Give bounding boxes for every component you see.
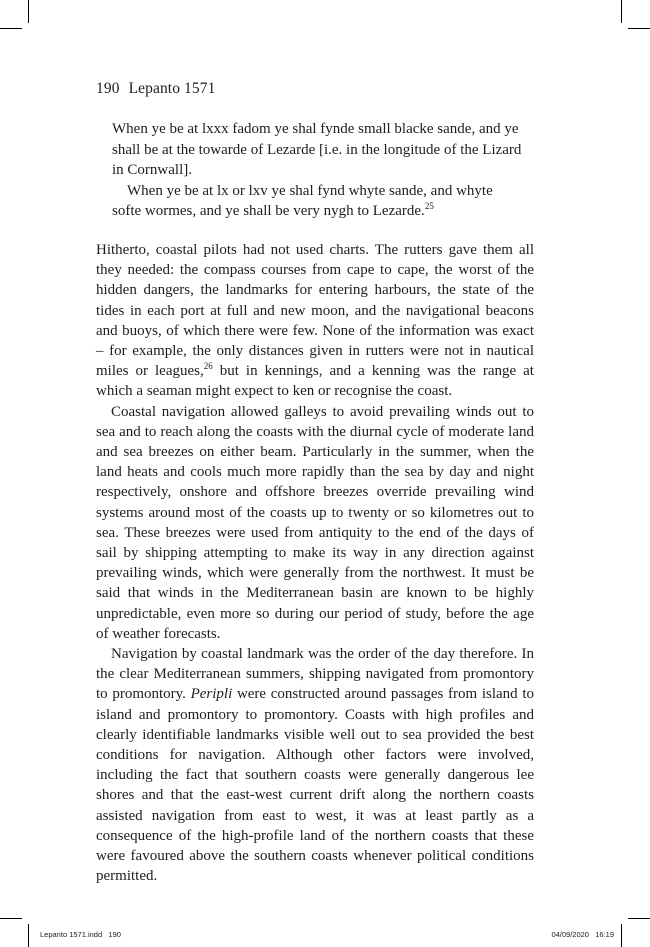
crop-mark bbox=[28, 0, 29, 23]
quote-paragraph bbox=[112, 181, 522, 222]
body-paragraph: Coastal navigation allowed galleys to avoid prevailing winds out to sea and to reach along the coasts with the diurnal cycle of moderate land and sea breezes on either beam. Particularly in the summer, when the land heats and cools much more rapidly than the sea by day and night respectively, onshore and offshore breezes override prevailing wind systems around most of the coasts up to twenty or so kilometres out to sea. These breezes were used from antiquity to the end of the days of sail by shipping attempting to make its way in any direction against prevailing winds, which were generally from the northwest. It must be said that winds in the Mediterranean basin are known to be highly unpredictable, even more so during our period of study, before the age of weather forecasts. bbox=[96, 403, 534, 642]
paragraph-text: were constructed around passages from island to island and promontory to promontory. Coasts with high profiles and clearly identifiable landmarks visible well out to sea provided the best conditions for navigation. Although other factors were involved, including the fact that southern coasts were generally dangerous lee shores and that the east-west current drift along the northern coasts assisted navigation from east to west, it was at least partly as a consequence of the high-profile land of the northern coasts that these were favoured above the southern coasts whenever political conditions permitted. bbox=[96, 686, 535, 885]
italic-term: Peripli bbox=[190, 686, 233, 703]
slug-datetime: 04/09/2020 16:19 bbox=[551, 930, 614, 939]
crop-mark bbox=[621, 924, 622, 947]
footnote-ref: 25 bbox=[424, 201, 434, 211]
paragraph-text: Navigation by coastal landmark was the order of the day therefore. In the clear Mediterranean summers, shipping navigated from promontory to promontory. bbox=[96, 646, 534, 703]
crop-mark bbox=[628, 918, 650, 919]
crop-mark bbox=[0, 918, 22, 919]
quote-paragraph: When ye be at lxxx fadom ye shal fynde small blacke sande, and ye shall be at the towarde of Lezarde [i.e. in the longitude of the Lizard in Cornwall]. bbox=[112, 121, 522, 178]
paragraph-text: but in kennings, and a kenning was the range at which a seaman might expect to ken or recognise the coast. bbox=[96, 363, 534, 400]
crop-mark bbox=[628, 28, 650, 29]
body-paragraph bbox=[96, 644, 534, 886]
crop-mark bbox=[621, 0, 622, 23]
paragraph-text: Hitherto, coastal pilots had not used charts. The rutters gave them all they needed: the compass courses from cape to cape, the worst of the hidden dangers, the landmarks for entering harbours, the state of the tides in each port at full and new moon, and the navigational beacons and buoys, of which there were few. None of the information was exact – for example, the only distances given in rutters were not in nautical miles or leagues, bbox=[96, 242, 534, 380]
page-number: 190 bbox=[96, 80, 120, 97]
running-title: Lepanto 1571 bbox=[128, 80, 216, 97]
quote-text: When ye be at lx or lxv ye shal fynd whyte sande, and whyte softe wormes, and ye shall be very nygh to Lezarde. bbox=[112, 182, 493, 219]
body-text bbox=[96, 240, 534, 887]
body-paragraph bbox=[96, 240, 534, 402]
footnote-ref: 26 bbox=[203, 361, 213, 372]
crop-mark bbox=[28, 924, 29, 947]
block-quote bbox=[112, 119, 522, 222]
crop-mark bbox=[0, 28, 22, 29]
slug-file-info: Lepanto 1571.indd 190 bbox=[40, 930, 121, 939]
running-head bbox=[96, 79, 215, 99]
